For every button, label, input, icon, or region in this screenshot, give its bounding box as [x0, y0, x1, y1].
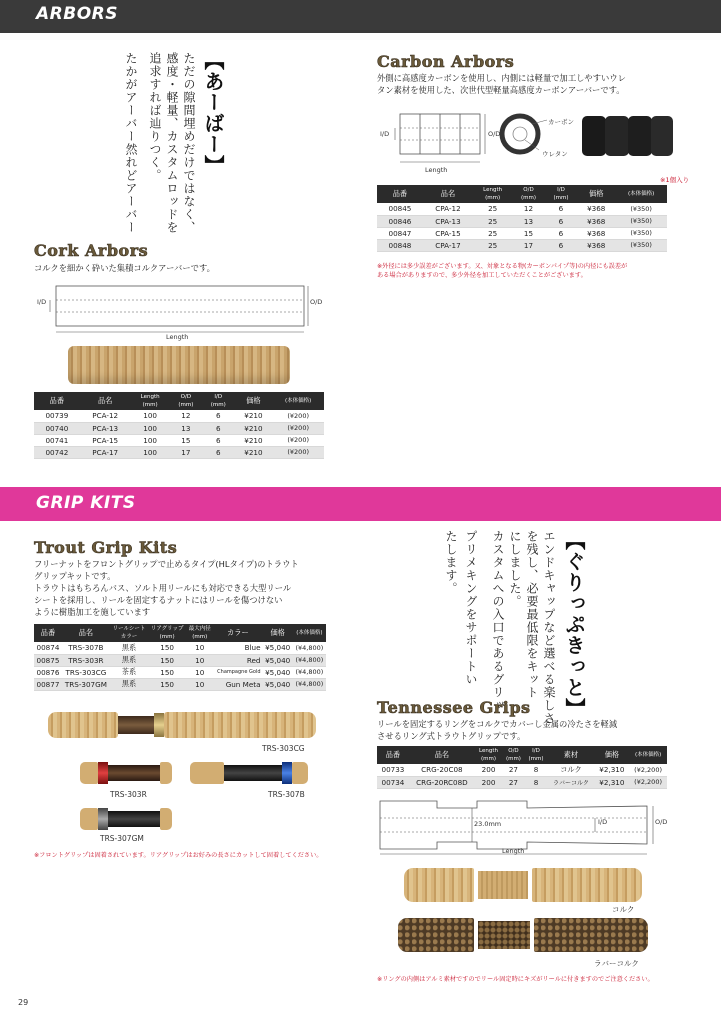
cell: 10: [186, 666, 213, 678]
cell: ¥368: [577, 239, 615, 251]
cell: PCA-13: [80, 422, 131, 434]
table-row: [34, 678, 326, 690]
cell: 黒系: [110, 678, 148, 690]
grip-cork-rear: [164, 712, 316, 738]
cell: (¥2,200): [629, 776, 667, 788]
arbors-band-title: ARBORS: [36, 4, 118, 24]
cell: TRS-303CG: [62, 666, 110, 678]
cell: (¥200): [272, 446, 324, 458]
col-header: リールシート カラー: [110, 624, 148, 642]
cork-id-label: I/D: [37, 298, 47, 306]
grip-vertical-line: にしました。: [508, 530, 522, 608]
cell: (¥350): [615, 215, 667, 227]
note-line: ある場合がありますので、多少外径を加工していただくことがございます。: [377, 272, 587, 279]
cell: 100: [131, 434, 170, 446]
tennessee-id-label: I/D: [598, 818, 608, 826]
cork-arbors-desc: コルクを細かく砕いた集積コルクアーバーです。: [34, 263, 215, 273]
tennessee-rubber-label: ラバーコルク: [594, 959, 639, 968]
tennessee-inner-label: 23.0mm: [474, 820, 502, 828]
carbon-length-label: Length: [425, 166, 448, 174]
cell: 100: [131, 422, 170, 434]
desc-line: フリーナットをフロントグリップで止めるタイプ(HLタイプ)のトラウト: [34, 559, 299, 569]
carbon-arbors-desc: [377, 72, 626, 96]
cell: 6: [202, 410, 234, 422]
cell: ¥5,040: [263, 642, 293, 654]
trs-307gm-label: TRS-307GM: [100, 834, 144, 843]
grip-cork-front: [80, 762, 98, 784]
trs-303cg-label: TRS-303CG: [262, 744, 305, 753]
cell: 00742: [34, 446, 80, 458]
cell: 黒系: [110, 654, 148, 666]
col-header: カラー: [213, 624, 262, 642]
table-row: [377, 239, 667, 251]
cell: 13: [170, 422, 202, 434]
cell: 8: [525, 764, 548, 776]
cell: 150: [148, 666, 186, 678]
col-header: I/D (mm): [545, 185, 577, 203]
table-row: [34, 446, 324, 458]
grip-rubber-right: [534, 918, 648, 952]
cell: ¥210: [234, 434, 272, 446]
cell: ¥368: [577, 215, 615, 227]
page-number: 29: [18, 998, 29, 1007]
cell: 00741: [34, 434, 80, 446]
cell: 17: [170, 446, 202, 458]
grip-vertical-title: 【ぐりっぷきっと】: [562, 530, 586, 719]
grip-cork-front: [80, 808, 98, 830]
col-header: 品番: [377, 185, 423, 203]
cork-length-label: Length: [166, 333, 189, 341]
cell: 100: [131, 410, 170, 422]
grip-cork-ring: [478, 871, 528, 899]
carbon-urethane-label: ウレタン: [542, 150, 568, 158]
col-header: 品名: [423, 185, 473, 203]
trs-307gm-photo: [80, 808, 172, 830]
cell: 00846: [377, 215, 423, 227]
cell: 12: [512, 203, 544, 215]
cell: 00874: [34, 642, 62, 654]
grip-kits-band-title: GRIP KITS: [36, 493, 136, 513]
table-row: [377, 215, 667, 227]
table-row: [34, 654, 326, 666]
grip-kits-band: [0, 487, 721, 521]
cell: CPA-12: [423, 203, 473, 215]
cell: 00733: [377, 764, 409, 776]
cell: (¥4,800): [293, 654, 326, 666]
col-header: (本体価格): [272, 392, 324, 410]
carbon-per-unit: ※1個入り: [660, 176, 690, 184]
cell: PCA-15: [80, 434, 131, 446]
cell: 00876: [34, 666, 62, 678]
carbon-arbor-diagram: [377, 108, 677, 178]
grip-cork-front: [190, 762, 224, 784]
col-header: 品番: [377, 746, 409, 764]
cell: 12: [170, 410, 202, 422]
col-header: Length (mm): [473, 185, 512, 203]
cell: 17: [512, 239, 544, 251]
col-header: 品番: [34, 392, 80, 410]
cell: 15: [170, 434, 202, 446]
table-row: [377, 227, 667, 239]
cell: TRS-303R: [62, 654, 110, 666]
cell: 00877: [34, 678, 62, 690]
cell: ¥368: [577, 227, 615, 239]
cell: 6: [545, 215, 577, 227]
cell: 10: [186, 678, 213, 690]
col-header: O/D (mm): [502, 746, 525, 764]
cell: 6: [202, 446, 234, 458]
grip-vertical-line: エンドキャップなど選べる楽しさ: [542, 530, 556, 725]
table-row: [34, 410, 324, 422]
cork-arbors-heading: Cork Arbors: [34, 241, 149, 260]
table-row: [34, 422, 324, 434]
trs-303cg-photo: [48, 712, 316, 738]
cell: ¥5,040: [263, 678, 293, 690]
cell: ¥5,040: [263, 654, 293, 666]
col-header: Length (mm): [475, 746, 502, 764]
cell: コルク: [547, 764, 594, 776]
table-row: [34, 434, 324, 446]
tennessee-note: ※リングの内側はアルミ素材ですのでリール固定時にキズがリールに付きますのでご注意ください。: [377, 976, 654, 983]
trs-307b-photo: [190, 762, 308, 784]
cell: 00848: [377, 239, 423, 251]
desc-line: 外側に高感度カーボンを使用し、内側には軽量で加工しやすいウレ: [377, 73, 626, 83]
cell: 6: [545, 239, 577, 251]
cell: 10: [186, 654, 213, 666]
col-header: リアグリップ (mm): [148, 624, 186, 642]
grip-end: [292, 762, 308, 784]
col-header: 品番: [34, 624, 62, 642]
cell: PCA-17: [80, 446, 131, 458]
col-header: Length (mm): [131, 392, 170, 410]
col-header: 価格: [577, 185, 615, 203]
cell: 黒系: [110, 642, 148, 654]
carbon-id-label: I/D: [380, 130, 390, 138]
col-header: I/D (mm): [525, 746, 548, 764]
cell: TRS-307GM: [62, 678, 110, 690]
col-header: (本体価格): [629, 746, 667, 764]
cell: (¥4,800): [293, 666, 326, 678]
desc-line: シートを採用し、リールを固定するナットにはリールを傷つけない: [34, 595, 283, 605]
trout-grip-desc: [34, 558, 299, 618]
cell: 27: [502, 764, 525, 776]
grip-nut: [282, 762, 292, 784]
cell: Gun Meta: [213, 678, 262, 690]
desc-line: グリップキットです。: [34, 571, 116, 581]
cell: (¥350): [615, 203, 667, 215]
cell: 6: [545, 227, 577, 239]
cell: 200: [475, 764, 502, 776]
col-header: 品名: [62, 624, 110, 642]
arbors-band: [0, 0, 721, 33]
tennessee-grips-heading: Tennessee Grips: [377, 698, 531, 717]
trs-307b-label: TRS-307B: [268, 790, 305, 799]
cell: 150: [148, 654, 186, 666]
table-row: [34, 642, 326, 654]
tennessee-spec-table: [377, 746, 667, 789]
cell: ¥5,040: [263, 666, 293, 678]
trout-spec-table: [34, 624, 326, 691]
cell: (¥4,800): [293, 678, 326, 690]
grip-end: [160, 762, 172, 784]
cell: PCA-12: [80, 410, 131, 422]
cell: 00734: [377, 776, 409, 788]
cell: 10: [186, 642, 213, 654]
cell: TRS-307B: [62, 642, 110, 654]
cell: CPA-17: [423, 239, 473, 251]
carbon-od-label: O/D: [488, 130, 501, 138]
trs-303r-photo: [80, 762, 172, 784]
cork-spec-table: [34, 392, 324, 459]
cell: (¥200): [272, 410, 324, 422]
grip-cork-right: [532, 868, 642, 902]
grip-nut: [154, 713, 164, 737]
arbors-vertical-title: 【あーばー】: [201, 50, 225, 176]
cell: Champagne Gold: [213, 666, 262, 678]
col-header: 価格: [263, 624, 293, 642]
cell: ¥210: [234, 446, 272, 458]
cell: ラバーコルク: [547, 776, 594, 788]
cork-arbor-photo: [68, 346, 290, 384]
grip-vertical-line: を残し、必要最低限をキット: [525, 530, 539, 699]
arbors-vertical-line: 追求すれば辿りつく。: [148, 52, 162, 182]
cell: 00739: [34, 410, 80, 422]
cell: ¥210: [234, 422, 272, 434]
cell: (¥350): [615, 227, 667, 239]
cell: 25: [473, 239, 512, 251]
cell: 茶系: [110, 666, 148, 678]
cell: 00740: [34, 422, 80, 434]
cell: 100: [131, 446, 170, 458]
tennessee-length-label: Length: [502, 847, 525, 855]
tennessee-rubber-photo: [398, 918, 648, 952]
col-header: 素材: [547, 746, 594, 764]
carbon-spec-table: [377, 185, 667, 252]
desc-line: ように樹脂加工を施しています: [34, 607, 151, 617]
grip-rubber-left: [398, 918, 474, 952]
grip-vertical-line: カスタムへの入口であるグリッ: [491, 530, 505, 712]
cell: (¥350): [615, 239, 667, 251]
table-row: [34, 666, 326, 678]
tennessee-grips-desc: [377, 718, 617, 742]
cork-od-label: O/D: [310, 298, 323, 306]
table-row: [377, 203, 667, 215]
col-header: (本体価格): [293, 624, 326, 642]
grip-cork-left: [404, 868, 474, 902]
col-header: (本体価格): [615, 185, 667, 203]
col-header: O/D (mm): [512, 185, 544, 203]
grip-vertical-line: プリメキングをサポートい: [464, 530, 478, 686]
cell: Blue: [213, 642, 262, 654]
desc-line: トラウトはもちろんバス、ソルト用リールにも対応できる大型リール: [34, 583, 292, 593]
arbors-vertical-line: たかがアーバー然れどアーバー: [124, 52, 138, 234]
cell: 15: [512, 227, 544, 239]
grip-cork-front: [48, 712, 118, 738]
desc-line: リールを固定するリングをコルクでカバーし金属の冷たさを軽減: [377, 719, 618, 729]
cell: 200: [475, 776, 502, 788]
cell: (¥200): [272, 422, 324, 434]
desc-line: タン素材を使用した、次世代型軽量高感度カーボンアーバーです。: [377, 85, 625, 95]
cell: 13: [512, 215, 544, 227]
grip-reel-seat: [224, 765, 282, 781]
cell: 25: [473, 203, 512, 215]
note-line: ※外径には多少誤差がございます。又、対象となる物(カーボンパイプ等)の内径にも誤差が: [377, 263, 628, 270]
carbon-arbors-heading: Carbon Arbors: [377, 52, 515, 71]
grip-reel-seat: [108, 811, 160, 827]
table-row: [377, 764, 667, 776]
col-header: 最大内径 (mm): [186, 624, 213, 642]
col-header: 価格: [595, 746, 630, 764]
cell: 8: [525, 776, 548, 788]
col-header: O/D (mm): [170, 392, 202, 410]
cell: 25: [473, 215, 512, 227]
arbors-vertical-line: 感度・軽量、カスタムロッドを: [165, 52, 179, 234]
grip-vertical-line: たします。: [444, 530, 458, 595]
cell: CRG-20C08: [409, 764, 475, 776]
cell: 00875: [34, 654, 62, 666]
trout-grip-heading: Trout Grip Kits: [34, 538, 178, 557]
cell: (¥2,200): [629, 764, 667, 776]
cell: (¥4,800): [293, 642, 326, 654]
cell: CPA-15: [423, 227, 473, 239]
cell: ¥368: [577, 203, 615, 215]
cell: 6: [545, 203, 577, 215]
desc-line: させるリング式トラウトグリップです。: [377, 731, 526, 741]
carbon-note: [377, 262, 627, 280]
col-header: I/D (mm): [202, 392, 234, 410]
col-header: 品名: [80, 392, 131, 410]
cell: 150: [148, 642, 186, 654]
tennessee-cork-photo: [404, 868, 642, 902]
trout-note: ※フロントグリップは固着されています。リアグリップはお好みの長さにカットして固着してください。: [34, 852, 323, 859]
grip-end: [160, 808, 172, 830]
cell: ¥2,310: [595, 764, 630, 776]
col-header: 品名: [409, 746, 475, 764]
cell: CRG-20RC08D: [409, 776, 475, 788]
grip-rubber-ring: [478, 921, 530, 949]
grip-nut: [98, 762, 108, 784]
carbon-carbon-label: カーボン: [548, 118, 574, 126]
tennessee-cork-label: コルク: [612, 905, 635, 914]
trs-303r-label: TRS-303R: [110, 790, 147, 799]
grip-nut: [98, 808, 108, 830]
arbors-vertical-line: ただの隙間埋めだけではなく、: [182, 52, 196, 234]
cell: Red: [213, 654, 262, 666]
cell: 00845: [377, 203, 423, 215]
cell: 00847: [377, 227, 423, 239]
cell: 6: [202, 434, 234, 446]
grip-reel-seat: [108, 765, 160, 781]
cell: ¥210: [234, 410, 272, 422]
cell: 6: [202, 422, 234, 434]
col-header: 価格: [234, 392, 272, 410]
cell: 25: [473, 227, 512, 239]
cell: (¥200): [272, 434, 324, 446]
cell: ¥2,310: [595, 776, 630, 788]
cell: CPA-13: [423, 215, 473, 227]
tennessee-od-label: O/D: [655, 818, 668, 826]
cell: 27: [502, 776, 525, 788]
table-row: [377, 776, 667, 788]
cell: 150: [148, 678, 186, 690]
